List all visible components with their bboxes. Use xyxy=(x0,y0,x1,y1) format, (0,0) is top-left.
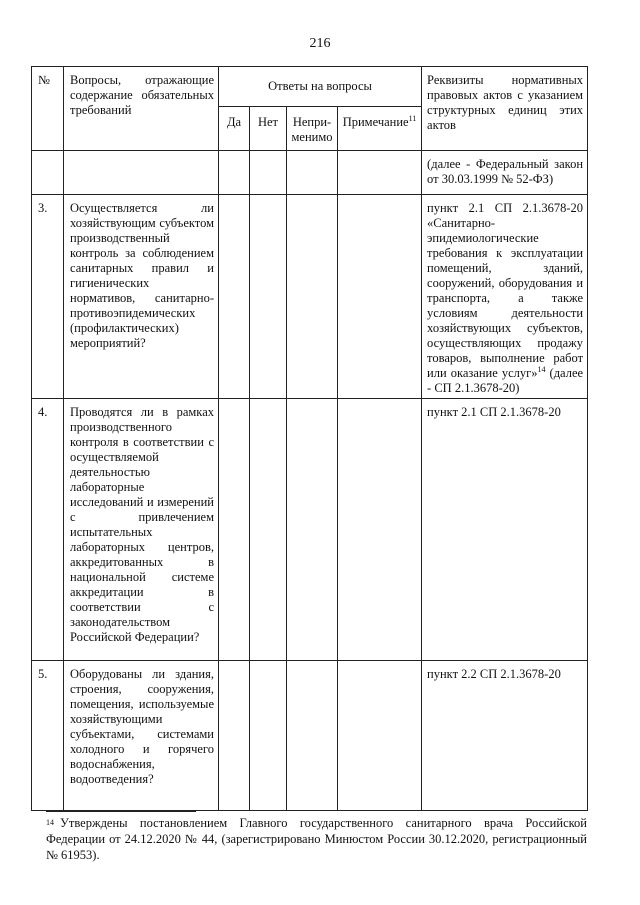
row-question: Осуществляется ли хозяйствующим субъектом производственный контроль за соблюдением санитарных правил и гигиенических нормативов, санитарно-противоэпидемических (профилактических) мероприятий? xyxy=(64,195,219,399)
row-requisite: пункт 2.2 СП 2.1.3678-20 xyxy=(422,661,588,811)
answer-note-cell[interactable] xyxy=(338,151,422,195)
row-num: 5. xyxy=(32,661,64,811)
footnote xyxy=(46,815,587,863)
header-no: Нет xyxy=(250,107,287,151)
page-number: 216 xyxy=(309,36,331,51)
answer-na-cell[interactable] xyxy=(287,195,338,399)
answer-no-cell[interactable] xyxy=(250,661,287,811)
header-yes: Да xyxy=(219,107,250,151)
header-not-applicable: Непри-менимо xyxy=(287,107,338,151)
row-requisite: (далее - Федеральный закон от 30.03.1999 № 52-ФЗ) xyxy=(422,151,588,195)
row-question: Проводятся ли в рамках производственного контроля в соответствии с осуществляемой деятельностью лабораторные исследований и измерений с привлечением испытательных лабораторных центров, аккредитованных в национальной системе аккредитации в соответствии с законодательством Российской Федерации? xyxy=(64,399,219,661)
header-num: № xyxy=(32,67,64,151)
requirements-table xyxy=(31,66,588,811)
answer-na-cell[interactable] xyxy=(287,151,338,195)
row-requisite: пункт 2.1 СП 2.1.3678-20 xyxy=(422,399,588,661)
table-row xyxy=(32,151,588,195)
row-question: Оборудованы ли здания, строения, сооружения, помещения, используемые хозяйствующими субъектами, системами холодного и горячего водоснабжения, водоотведения? xyxy=(64,661,219,811)
answer-no-cell[interactable] xyxy=(250,195,287,399)
header-answers: Ответы на вопросы xyxy=(219,67,422,107)
answer-na-cell[interactable] xyxy=(287,661,338,811)
header-requisites: Реквизиты нормативных правовых актов с указанием структурных единиц этих актов xyxy=(422,67,588,151)
answer-yes-cell[interactable] xyxy=(219,195,250,399)
answer-yes-cell[interactable] xyxy=(219,661,250,811)
answer-no-cell[interactable] xyxy=(250,151,287,195)
answer-na-cell[interactable] xyxy=(287,399,338,661)
answer-note-cell[interactable] xyxy=(338,661,422,811)
answer-yes-cell[interactable] xyxy=(219,399,250,661)
answer-no-cell[interactable] xyxy=(250,399,287,661)
table-row xyxy=(32,661,588,811)
table-row xyxy=(32,195,588,399)
footnote-mark: 14 xyxy=(46,818,54,827)
header-questions: Вопросы, отражающие содержание обязательных требований xyxy=(64,67,219,151)
table-row xyxy=(32,399,588,661)
header-note: Примечание$^{11}$ xyxy=(338,107,422,151)
answer-note-cell[interactable] xyxy=(338,195,422,399)
row-question xyxy=(64,151,219,195)
row-num: 3. xyxy=(32,195,64,399)
answer-note-cell[interactable] xyxy=(338,399,422,661)
answer-yes-cell[interactable] xyxy=(219,151,250,195)
footnote-divider xyxy=(46,811,196,812)
requisite-footnote-mark: 14 xyxy=(537,364,546,374)
row-num: 4. xyxy=(32,399,64,661)
row-num xyxy=(32,151,64,195)
row-requisite: пункт 2.1 СП 2.1.3678-20 «Санитарно-эпидемиологические требования к эксплуатации помещений, зданий, сооружений, оборудования и транспорта, а также условиям деятельности хозяйствующих субъектов, осуществляющих продажу товаров, выполнение работ или оказание услуг»$^{14}$ (далее - СП 2.1.3678-20) xyxy=(422,195,588,399)
footnote-text: Утверждены постановлением Главного государственного санитарного врача Российской Федерации от 24.12.2020 № 44, (зарегистрировано Минюстом России 30.12.2020, регистрационный № 61953). xyxy=(46,816,587,862)
header-note-sup: 11 xyxy=(408,113,417,123)
table-header-row xyxy=(32,67,588,107)
